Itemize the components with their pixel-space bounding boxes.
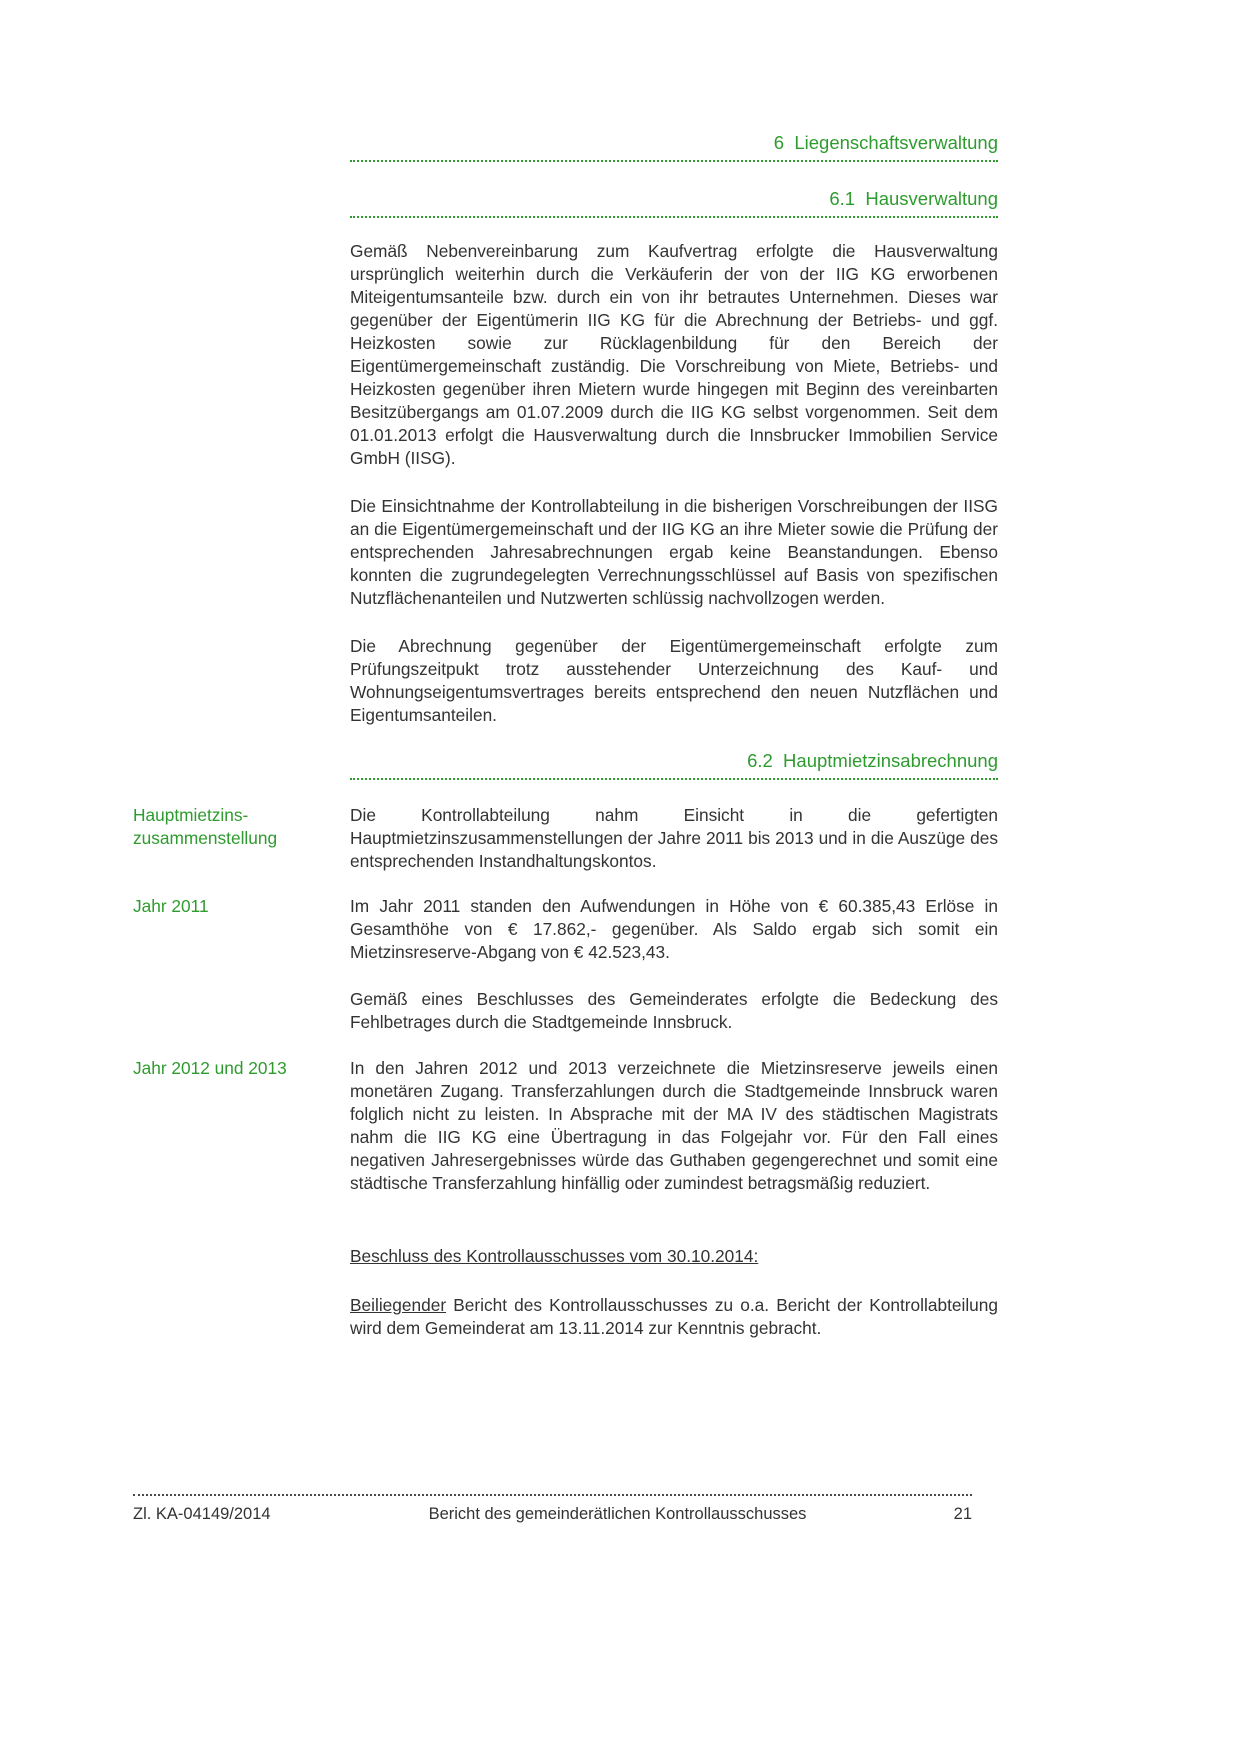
footer-page-number: 21: [953, 1505, 972, 1523]
section-heading-hauptmietzinsabrechnung: 6.2 Hauptmietzinsabrechnung: [350, 749, 998, 780]
margin-label-jahr-2012-2013: Jahr 2012 und 2013: [133, 1058, 287, 1078]
footer-reference-number: Zl. KA-04149/2014: [133, 1505, 271, 1523]
margin-label-hauptmietzins: [133, 804, 343, 850]
decision-lead-word: Beiliegender: [350, 1295, 447, 1315]
decision-heading-text: Beschluss des Kontrollausschusses vom 30.10.2014:: [350, 1246, 759, 1266]
paragraph-hausverwaltung-3: Die Abrechnung gegenüber der Eigentümergemeinschaft erfolgte zum Prüfungszeitpukt trotz ausstehender Unterzeichnung des Kauf- und Wohnungseigentumsvertrages bereits entsprechend den neuen Nutzflächen und Eigentumsanteilen.: [350, 636, 998, 725]
margin-label-line: zusammenstellung: [133, 828, 278, 848]
page-footer: [133, 1494, 972, 1526]
margin-label-line: Hauptmietzins-: [133, 805, 249, 825]
row-jahr-2011: [133, 895, 998, 964]
footer-report-title: Bericht des gemeinderätlichen Kontrollausschusses: [428, 1505, 807, 1523]
paragraph-hausverwaltung-1: Gemäß Nebenvereinbarung zum Kaufvertrag erfolgte die Hausverwaltung ursprünglich weiterhin durch die Verkäuferin der von der IIG KG erworbenen Miteigentumsanteile bzw. durch ein von ihr betrautes Unternehmen. Dieses war gegenüber der Eigentümerin IIG KG für die Abrechnung der Betriebs- und ggf. Heizkosten sowie zur Rücklagenbildung für den Bereich der Eigentümergemeinschaft zuständig. Die Vorschreibung von Miete, Betriebs- und Heizkosten gegenüber ihren Mietern wurde hingegen mit Beginn des vereinbarten Besitzübergangs am 01.07.2009 durch die IIG KG selbst vorgenommen. Seit dem 01.01.2013 erfolgt die Hausverwaltung durch die Innsbrucker Immobilien Service GmbH (IISG).: [350, 241, 998, 468]
margin-label-jahr-2011: Jahr 2011: [133, 896, 209, 916]
row-jahr-2012-2013: [133, 1057, 998, 1195]
paragraph-hausverwaltung-2: Die Einsichtnahme der Kontrollabteilung in die bisherigen Vorschreibungen der IISG an die Eigentümergemeinschaft und der IIG KG an ihre Mieter sowie die Prüfung der entsprechenden Jahresabrechnungen ergab keine Beanstandungen. Ebenso konnten die zugrundegelegten Verrechnungsschlüssel auf Basis von spezifischen Nutzflächenanteilen und Nutzwerten schlüssig nachvollzogen werden.: [350, 496, 998, 608]
decision-heading: [350, 1245, 998, 1268]
section-heading-hausverwaltung: 6.1 Hausverwaltung: [350, 187, 998, 218]
paragraph-decision: [350, 1294, 998, 1340]
paragraph-gemeinderat-bedeckung: Gemäß eines Beschlusses des Gemeinderates erfolgte die Bedeckung des Fehlbetrages durch die Stadtgemeinde Innsbruck.: [350, 989, 998, 1032]
section-heading-liegenschaftsverwaltung: 6 Liegenschaftsverwaltung: [350, 131, 998, 162]
paragraph-jahr-2012-2013: In den Jahren 2012 und 2013 verzeichnete die Mietzinsreserve jeweils einen monetären Zugang. Transferzahlungen durch die Stadtgemeinde Innsbruck waren folglich nicht zu leisten. In Absprache mit der MA IV des städtischen Magistrats nahm die IIG KG eine Übertragung in das Folgejahr vor. Für den Fall eines negativen Jahresergebnisses würde das Guthaben gegengerechnet und somit eine städtische Transferzahlung hinfällig oder zumindest betragsmäßig reduziert.: [350, 1058, 998, 1193]
paragraph-hauptmietzins-intro: Die Kontrollabteilung nahm Einsicht in die gefertigten Hauptmietzinszusammenstellungen der Jahre 2011 bis 2013 und in die Auszüge des entsprechenden Instandhaltungskontos.: [350, 805, 998, 871]
main-text-column: [133, 131, 998, 1340]
decision-rest-text: Bericht des Kontrollausschusses zu o.a. Bericht der Kontrollabteilung wird dem Gemeinderat am 13.11.2014 zur Kenntnis gebracht.: [350, 1295, 998, 1338]
row-hauptmietzins: [133, 804, 998, 873]
paragraph-jahr-2011: Im Jahr 2011 standen den Aufwendungen in Höhe von € 60.385,43 Erlöse in Gesamthöhe von € 17.862,- gegenüber. Als Saldo ergab sich somit ein Mietzinsreserve-Abgang von € 42.523,43.: [350, 896, 998, 962]
